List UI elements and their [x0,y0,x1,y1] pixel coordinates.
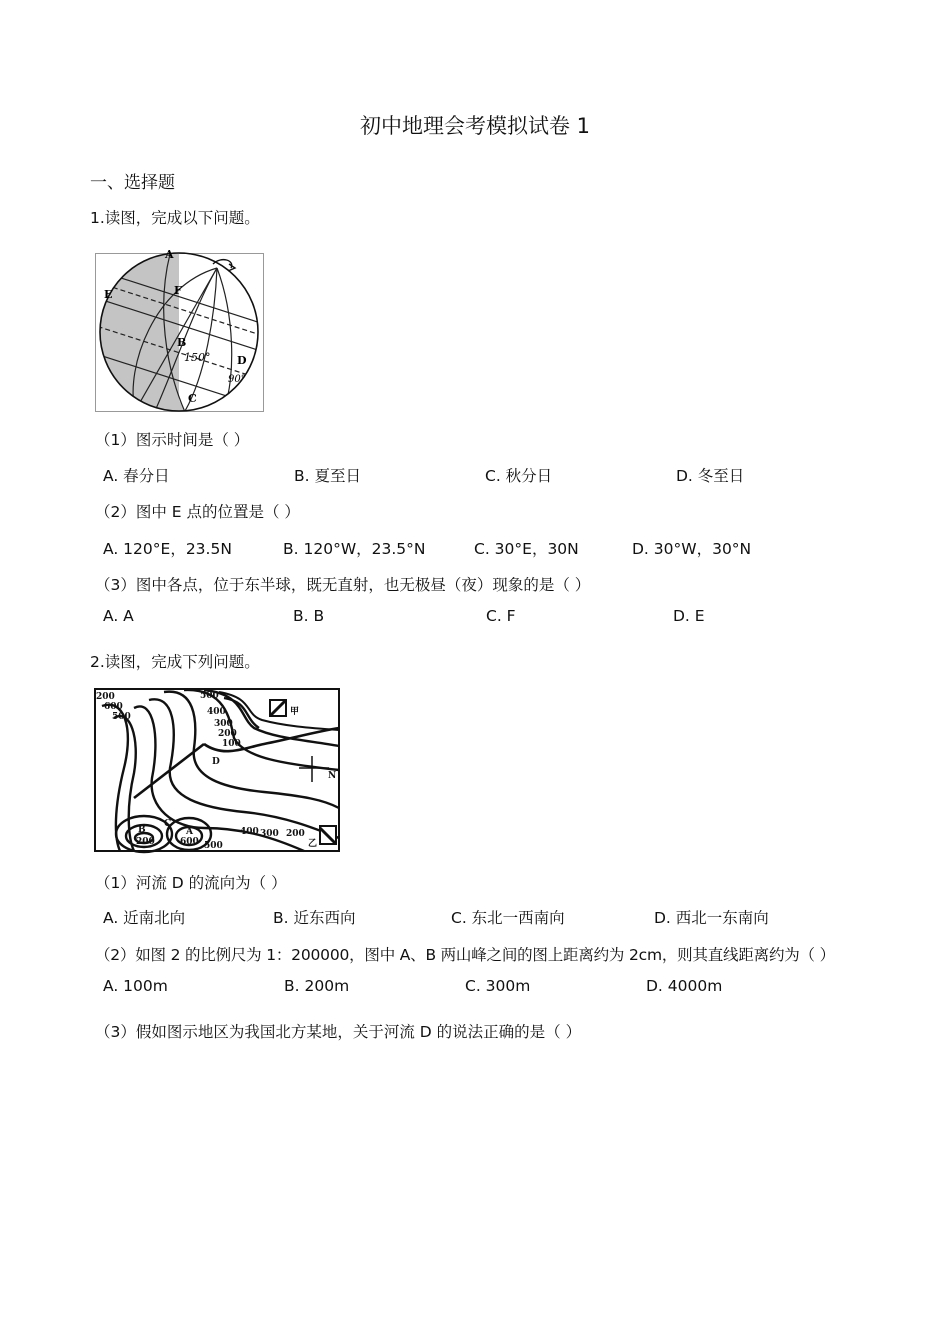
question-2-stem: 2.读图，完成下列问题。 [90,653,260,671]
q2-sub2-text: （2）如图 2 的比例尺为 1：200000，图中 A、B 两山峰之间的图上距离约为 2cm，则其直线距离约为（ ） [95,946,835,964]
contour-200-a: 200 [96,692,115,702]
section-heading: 一、选择题 [90,173,175,193]
q2-sub1-text: （1）河流 D 的流向为（ ） [95,874,287,892]
q1-sub1-option-d[interactable]: D. 冬至日 [676,467,745,485]
globe-figure [95,246,265,414]
label-150: 150° [184,351,211,364]
q1-sub3-text: （3）图中各点，位于东半球，既无直射，也无极昼（夜）现象的是（ ） [95,576,591,594]
contour-300-b: 300 [260,829,279,839]
contour-100: 100 [222,739,241,749]
label-B: B [177,336,187,349]
contour-500-a: 500 [112,712,131,722]
q1-sub3-option-a[interactable]: A. A [103,607,134,625]
q1-sub3-option-b[interactable]: B. B [293,607,325,625]
q1-sub3-option-c[interactable]: C. F [486,607,516,625]
contour-600-a: 600 [104,702,123,712]
q2-sub3-text: （3）假如图示地区为我国北方某地，关于河流 D 的说法正确的是（ ） [95,1023,582,1041]
river-label-D: D [212,757,220,767]
peak-label-A: A [186,827,193,837]
label-A: A [165,248,174,261]
q2-sub1-option-a[interactable]: A. 近南北向 [103,909,186,927]
contour-400-b: 400 [240,827,259,837]
contour-500-b: 500 [200,691,219,701]
contour-200-d: 200 [286,829,305,839]
label-E: E [104,288,113,301]
contour-400-a: 400 [207,707,226,717]
q1-sub3-option-d[interactable]: D. E [673,607,705,625]
q1-sub1-option-c[interactable]: C. 秋分日 [485,467,553,485]
peak-label-B: B [138,825,146,835]
label-F: F [174,284,182,297]
label-jia: 甲 [290,707,300,717]
q1-sub1-option-a[interactable]: A. 春分日 [103,467,170,485]
label-D: D [237,354,247,367]
q1-sub1-text: （1）图示时间是（ ） [95,431,250,449]
q2-sub2-option-d[interactable]: D. 4000m [646,977,723,995]
q1-sub2-text: （2）图中 E 点的位置是（ ） [95,503,300,521]
q1-sub2-option-a[interactable]: A. 120°E，23.5N [103,540,232,558]
q2-sub1-option-c[interactable]: C. 东北一西南向 [451,909,565,927]
contour-200-c: 200 [136,837,155,847]
q1-sub2-option-c[interactable]: C. 30°E，30N [474,540,579,558]
contour-600-b: 600 [180,837,199,847]
q2-sub1-option-d[interactable]: D. 西北一东南向 [654,909,769,927]
label-yi: 乙 [308,839,318,849]
q1-sub2-option-d[interactable]: D. 30°W，30°N [632,540,752,558]
q1-sub1-option-b[interactable]: B. 夏至日 [294,467,361,485]
q2-sub1-option-b[interactable]: B. 近东西向 [273,909,356,927]
label-C: C [188,392,197,405]
q2-sub2-option-b[interactable]: B. 200m [284,977,350,995]
contour-map-figure [94,688,340,854]
contour-300-a: 300 [214,719,233,729]
label-C: C [164,819,172,829]
contour-200-b: 200 [218,729,237,739]
q1-sub2-option-b[interactable]: B. 120°W，23.5°N [283,540,426,558]
q2-sub2-option-c[interactable]: C. 300m [465,977,531,995]
q2-sub2-option-a[interactable]: A. 100m [103,977,168,995]
question-1-stem: 1.读图，完成以下问题。 [90,209,260,227]
label-90: 90° [228,374,246,385]
page-title: 初中地理会考模拟试卷 1 [359,114,591,138]
contour-500-c: 500 [204,841,223,851]
north-label: N [328,771,337,781]
